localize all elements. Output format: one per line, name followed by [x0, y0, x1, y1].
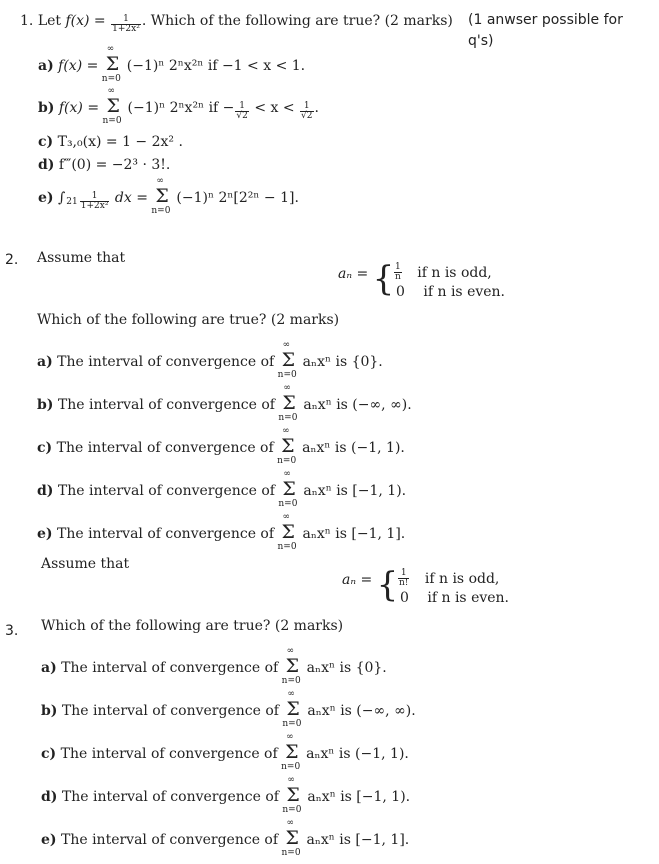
question-3-assume: Assume that [41, 556, 130, 572]
sequence-definition-q2: aₙ = { [338, 259, 395, 299]
q2-option-a[interactable]: a) The interval of convergence of ∞ Σ n=0 aₙxⁿ is {0}. [37, 340, 383, 380]
summation-symbol: ∞ Σ n=0 [282, 775, 302, 815]
q3-option-a[interactable]: a) The interval of convergence of ∞ Σ n=0 aₙxⁿ is {0}. [41, 646, 387, 686]
sequence-definition-q3: aₙ = { [342, 565, 399, 605]
question-3-number: 3. [5, 623, 19, 639]
question-1-intro: Let [37, 13, 66, 29]
summation-symbol: ∞ Σ n=0 [277, 512, 297, 552]
summation-symbol: ∞ Σ n=0 [281, 818, 301, 858]
q3-option-c[interactable]: c) The interval of convergence of ∞ Σ n=0 aₙxⁿ is (−1, 1). [41, 732, 409, 772]
question-2-assume: Assume that [37, 250, 126, 266]
summation-symbol: ∞ Σ n=0 [281, 732, 301, 772]
summation-symbol: ∞ Σ n=0 [281, 646, 301, 686]
q2-option-d[interactable]: d) The interval of convergence of ∞ Σ n=0 aₙxⁿ is [−1, 1). [37, 469, 407, 509]
fraction: $\frac{1}{\text{1+2x²}}$ [112, 14, 140, 34]
case-1-q3: $\frac{1}{n!}$ if n is odd, [399, 568, 500, 588]
q1-option-b[interactable]: b) f(x) = ∞ Σ n=0 (−1)ⁿ 2ⁿx²ⁿ if − $\frac{1}{√2}$ < x < $\frac{1}{√2}$ . [38, 86, 319, 126]
question-2-number: 2. [5, 252, 19, 268]
fraction: $\frac{1}{\text{1+2x²}}$ [80, 191, 109, 211]
integral-symbol: ∫ [57, 190, 66, 206]
answer-note: (1 anwser possible for q's) [468, 12, 623, 49]
summation-symbol: ∞ Σ n=0 [278, 469, 298, 509]
fraction: $\frac{1}{√2}$ [301, 101, 313, 121]
question-1-stem [20, 14, 453, 34]
summation-symbol: ∞ Σ n=0 [151, 176, 171, 216]
q1-option-e[interactable]: e) ∫21 $\frac{1}{\text{1+2x²}}$ dx = ∞ Σ n=0 (−1)ⁿ 2ⁿ[2²ⁿ − 1]. [38, 176, 299, 216]
q3-option-b[interactable]: b) The interval of convergence of ∞ Σ n=0 aₙxⁿ is (−∞, ∞). [41, 689, 416, 729]
q3-option-e[interactable]: e) The interval of convergence of ∞ Σ n=0 aₙxⁿ is [−1, 1]. [41, 818, 410, 858]
q1-option-d[interactable]: d) f‴(0) = −2³ · 3!. [38, 157, 171, 173]
case-1-q2: $\frac{1}{n}$ if n is odd, [395, 262, 492, 282]
summation-symbol: ∞ Σ n=0 [101, 44, 121, 84]
summation-symbol: ∞ Σ n=0 [282, 689, 302, 729]
integral-limits: 21 [66, 197, 78, 207]
summation-symbol: ∞ Σ n=0 [277, 426, 297, 466]
question-2-prompt: Which of the following are true? (2 marks) [37, 312, 340, 328]
fraction: $\frac{1}{√2}$ [236, 101, 248, 121]
question-1-number: 1. [20, 13, 34, 29]
q2-option-b[interactable]: b) The interval of convergence of ∞ Σ n=0 aₙxⁿ is (−∞, ∞). [37, 383, 412, 423]
q3-option-d[interactable]: d) The interval of convergence of ∞ Σ n=0 aₙxⁿ is [−1, 1). [41, 775, 411, 815]
q2-option-c[interactable]: c) The interval of convergence of ∞ Σ n=0 aₙxⁿ is (−1, 1). [37, 426, 405, 466]
q1-option-a[interactable]: a) f(x) = ∞ Σ n=0 (−1)ⁿ 2ⁿx²ⁿ if −1 < x < 1. [38, 44, 306, 84]
summation-symbol: ∞ Σ n=0 [277, 340, 297, 380]
case-2-q2: 0 if n is even. [396, 284, 506, 300]
question-1-prompt: . Which of the following are true? (2 marks) [141, 13, 453, 29]
case-2-q3: 0 if n is even. [400, 590, 510, 606]
question-3-prompt: Which of the following are true? (2 marks) [41, 618, 344, 634]
q2-option-e[interactable]: e) The interval of convergence of ∞ Σ n=0 aₙxⁿ is [−1, 1]. [37, 512, 406, 552]
function-definition: f(x) = [65, 13, 111, 29]
summation-symbol: ∞ Σ n=0 [102, 86, 122, 126]
summation-symbol: ∞ Σ n=0 [278, 383, 298, 423]
q1-option-c[interactable]: c) T₃,₀(x) = 1 − 2x² . [38, 134, 183, 150]
